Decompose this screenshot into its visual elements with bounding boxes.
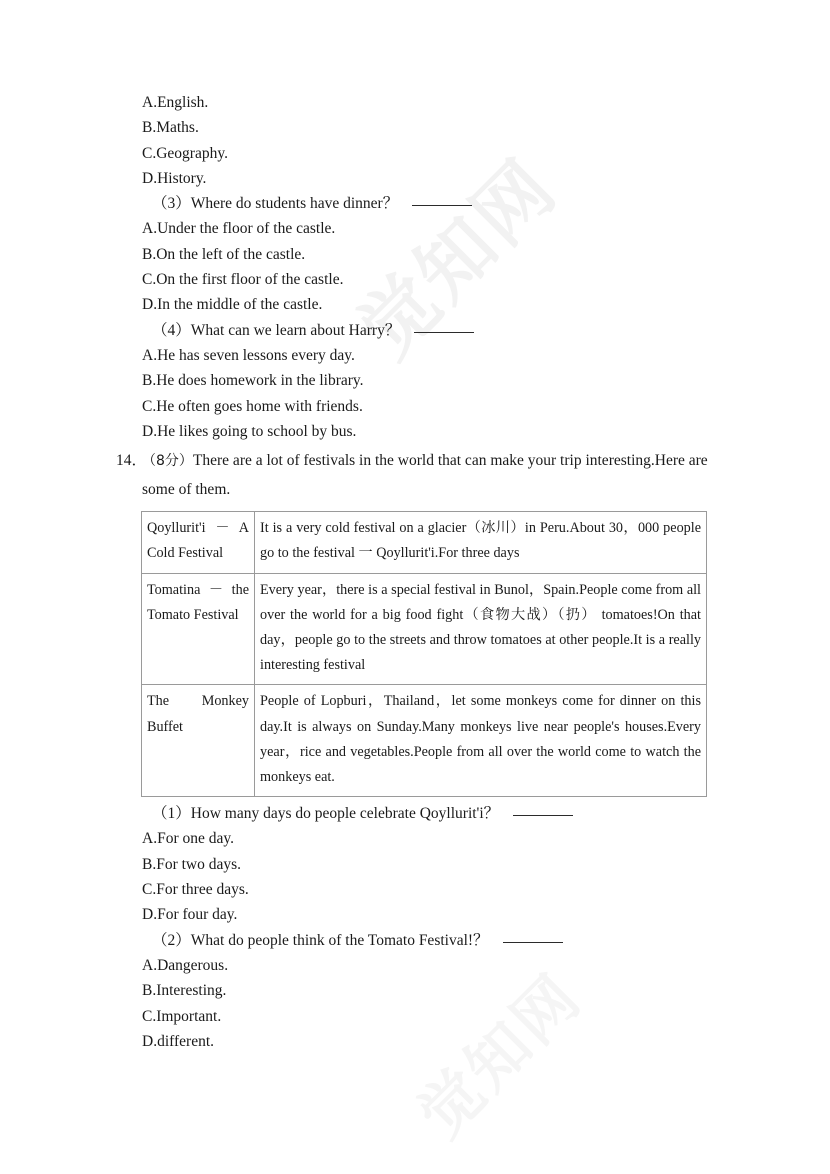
answer-blank[interactable] bbox=[412, 194, 472, 206]
table-row bbox=[142, 512, 707, 573]
option-line: A.English. bbox=[142, 94, 209, 111]
option-line: D.In the middle of the castle. bbox=[142, 296, 323, 314]
sub-question-prompt bbox=[0, 801, 830, 826]
question-14 bbox=[0, 447, 830, 503]
option-line: B.Interesting. bbox=[142, 982, 227, 1000]
festival-description-cell: Every year，there is a special festival in Bunol，Spain.People come from all over the world for a big food fight（食物大战）（扔） tomatoes!On that day，people go to the streets and throw tomatoes at other people.It is a really interesting festival bbox=[255, 573, 707, 685]
option-line: C.He often goes home with friends. bbox=[142, 397, 363, 415]
option-line: C.Important. bbox=[142, 1007, 222, 1025]
festival-name-line: Cold Festival bbox=[147, 545, 224, 562]
sub-question-prompt bbox=[0, 191, 830, 216]
festival-description-cell: It is a very cold festival on a glacier（冰川）in Peru.About 30，000 people go to the festival 一 Qoyllurit'i.For three days bbox=[255, 512, 707, 573]
festivals-table bbox=[141, 511, 707, 797]
festival-name-line: Tomatina － the bbox=[147, 581, 249, 598]
question-14-subquestions bbox=[0, 801, 830, 1054]
table-row bbox=[142, 685, 707, 797]
festival-name-line: The Monkey bbox=[147, 693, 249, 710]
option-line: B.Maths. bbox=[142, 119, 199, 137]
answer-blank[interactable] bbox=[513, 804, 573, 816]
option-line: C.Geography. bbox=[142, 144, 228, 162]
option-line: B.For two days. bbox=[142, 855, 242, 873]
watermark-bottom: 觉知网 bbox=[404, 959, 596, 1151]
festival-name-line: Qoyllurit'i － A bbox=[147, 520, 249, 537]
sub-question-text: （3）Where do students have dinner？ bbox=[152, 195, 399, 213]
option-line: A.For one day. bbox=[142, 830, 234, 848]
question-stem bbox=[142, 452, 708, 498]
festival-name-cell bbox=[142, 512, 255, 573]
watermark-main: 觉知网 bbox=[341, 141, 574, 375]
answer-blank[interactable] bbox=[414, 321, 474, 333]
sub-question-text: （1）How many days do people celebrate Qoyllurit'i？ bbox=[152, 805, 500, 823]
table-row bbox=[142, 573, 707, 685]
festival-name-line: Tomato Festival bbox=[147, 606, 239, 623]
answer-blank[interactable] bbox=[503, 931, 563, 943]
option-line: A.Under the floor of the castle. bbox=[142, 220, 336, 238]
festival-name-cell bbox=[142, 685, 255, 797]
sub-question-text: （2）What do people think of the Tomato Festival!？ bbox=[152, 931, 489, 949]
option-line: B.On the left of the castle. bbox=[142, 245, 306, 263]
festival-name-line: Buffet bbox=[147, 718, 183, 735]
festival-name-cell bbox=[142, 573, 255, 685]
question-stem-text: There are a lot of festivals in the world that can make your trip interesting.Here are some of them. bbox=[142, 452, 708, 498]
option-line: D.different. bbox=[142, 1032, 215, 1050]
option-line: C.For three days. bbox=[142, 881, 249, 899]
option-line: C.On the first floor of the castle. bbox=[142, 271, 344, 289]
sub-question-prompt bbox=[0, 928, 830, 953]
option-line: A.Dangerous. bbox=[142, 956, 229, 974]
sub-question-prompt bbox=[0, 318, 830, 343]
option-line: D.History. bbox=[142, 169, 207, 187]
question-number: 14． bbox=[116, 452, 148, 470]
option-line: D.He likes going to school by bus. bbox=[142, 422, 357, 440]
option-line: A.He has seven lessons every day. bbox=[142, 346, 355, 364]
option-line: D.For four day. bbox=[142, 906, 238, 924]
option-line: B.He does homework in the library. bbox=[142, 372, 364, 390]
question-score: （8分） bbox=[142, 453, 193, 470]
sub-question-text: （4）What can we learn about Harry？ bbox=[152, 321, 401, 339]
festival-description-cell: People of Lopburi，Thailand，let some monkeys come for dinner on this day.It is always on Sunday.Many monkeys live near people's houses.Every year，rice and vegetables.People from all over the world come to watch the monkeys eat. bbox=[255, 685, 707, 797]
